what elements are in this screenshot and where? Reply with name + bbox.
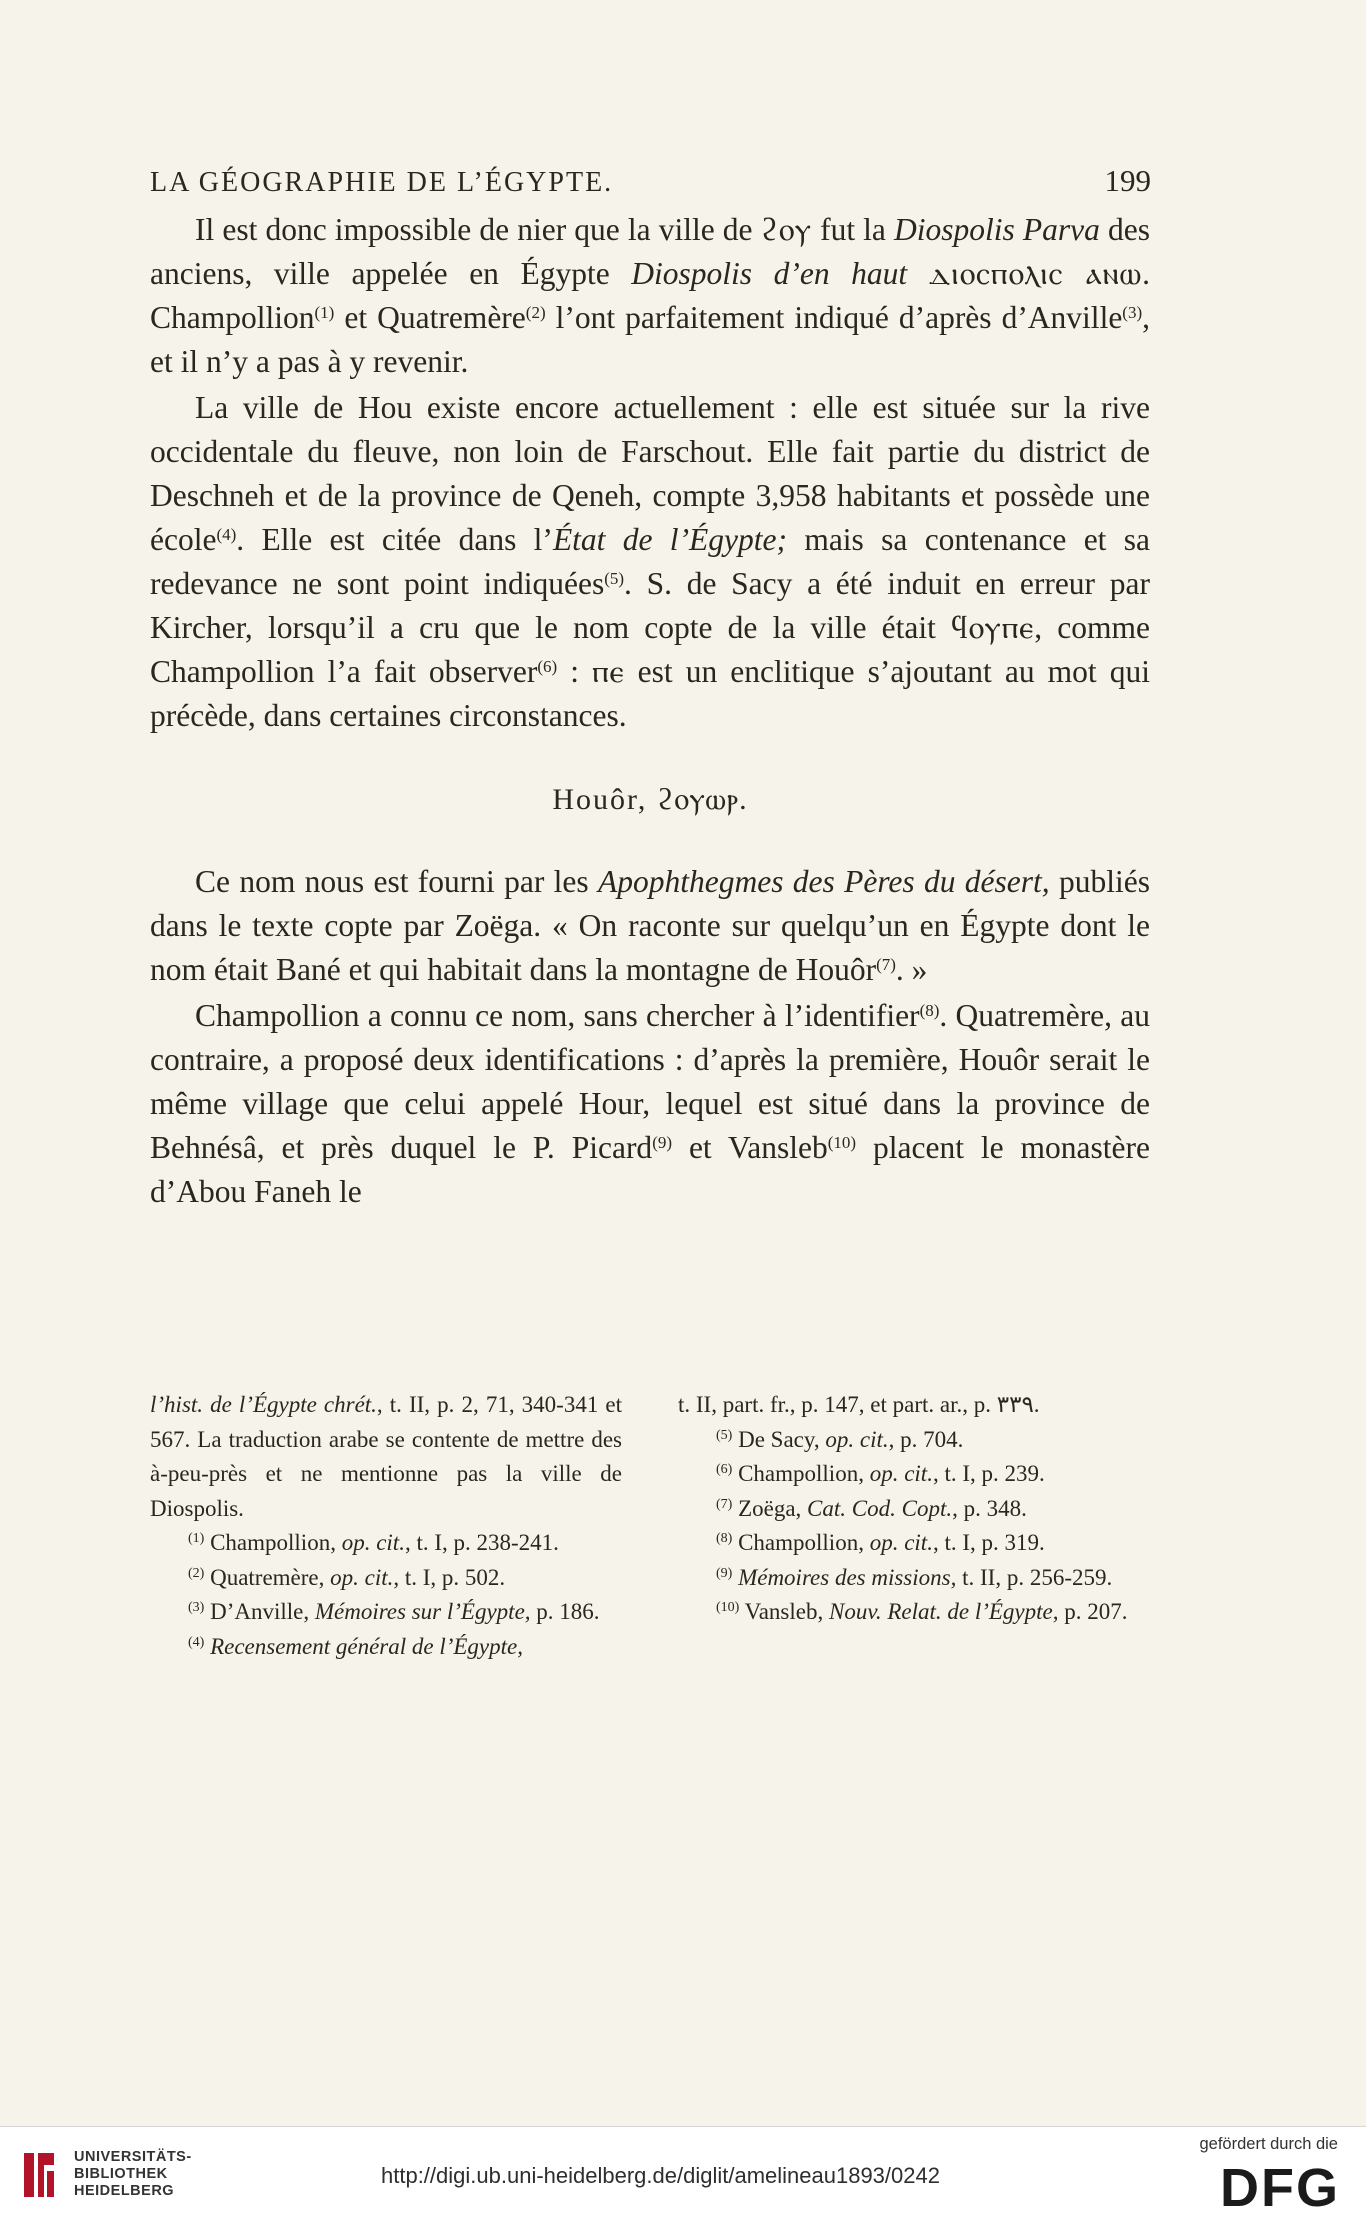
- main-text: [150, 208, 1150, 1214]
- text-run: p. 207.: [1058, 1599, 1128, 1624]
- italic-term: l’hist. de l’Égypte chrét.: [150, 1392, 377, 1417]
- section-title-text: Houôr,: [552, 783, 657, 816]
- text-run: Vansleb,: [739, 1599, 829, 1624]
- italic-term: Cat. Cod. Copt.: [807, 1495, 953, 1521]
- text-run: placent le monastère d’Abou Faneh le: [150, 1130, 1150, 1209]
- text-run: , t. I, p. 502.: [393, 1564, 506, 1590]
- italic-term: op. cit.: [330, 1564, 394, 1590]
- text-run: :: [557, 654, 593, 689]
- text-run: . Champollion: [150, 256, 1151, 335]
- text-run: , t. II, p. 2, 71, 340-341 et 567. La traduction arabe se contente de mettre des à-peu-près et ne mentionne pas la ville de Diospolis.: [150, 1392, 623, 1521]
- footnote-mark: (10): [716, 1600, 740, 1615]
- text-run: De Sacy,: [732, 1426, 826, 1452]
- italic-term: Nouv. Relat. de l’Égypte,: [828, 1599, 1059, 1624]
- footnote-10: [678, 1595, 1150, 1630]
- footnotes-left-column: [150, 1388, 622, 1664]
- footnote-2: [150, 1561, 622, 1596]
- university-name-line: HEIDELBERG: [74, 2183, 175, 2199]
- text-run: . Quatremère, au contraire, a proposé deux identifications : d’après la première, Houôr serait le même village que celui appelé Hour, lequel est situé dans la province de Behnésâ, et près duquel le P. Picard: [150, 998, 1151, 1165]
- paragraph-2: [150, 386, 1150, 738]
- text-run: p. 186.: [530, 1599, 600, 1624]
- dfg-logo[interactable]: DFG: [1220, 2158, 1340, 2218]
- text-run: et Quatremère: [334, 300, 526, 335]
- text-run: l’ont parfaitement indiqué d’après d’Anville: [545, 300, 1123, 335]
- page-number: 199: [1104, 163, 1151, 198]
- text-run: , et il n’y a pas à y revenir.: [150, 300, 1150, 379]
- coptic-word: ⲡⲉ: [592, 654, 625, 689]
- footnote-ref[interactable]: (9): [652, 1133, 673, 1152]
- funded-by-label: gefördert durch die: [1199, 2135, 1338, 2153]
- italic-term: Apophthegmes des Pères du désert,: [597, 864, 1050, 899]
- footnote-mark: (5): [716, 1427, 733, 1443]
- running-title: LA GÉOGRAPHIE DE L’ÉGYPTE.: [150, 167, 614, 198]
- footnotes-right-column: [678, 1388, 1150, 1664]
- footnote-continued: [150, 1388, 622, 1526]
- footnote-ref[interactable]: (6): [537, 657, 558, 676]
- footnote-continued: t. II, part. fr., p. 147, et part. ar., p. ٣٣٩.: [678, 1392, 1040, 1417]
- italic-term: op. cit.: [869, 1530, 933, 1555]
- text-run: . »: [895, 952, 928, 987]
- footnote-mark: (3): [188, 1600, 205, 1615]
- italic-term: Mémoires des missions,: [738, 1564, 957, 1590]
- footnotes: [150, 1388, 1150, 1664]
- italic-term: op. cit.: [341, 1530, 405, 1555]
- footnote-ref[interactable]: (3): [1122, 303, 1143, 322]
- viewer-footer: [0, 2126, 1366, 2221]
- italic-term: op. cit.: [869, 1461, 933, 1486]
- italic-term: Diospolis Parva: [894, 212, 1100, 247]
- footnote-mark: (8): [716, 1531, 733, 1546]
- footnote-ref[interactable]: (5): [604, 569, 625, 588]
- text-run: Champollion a connu ce nom, sans chercher à l’identifier: [195, 998, 920, 1033]
- paragraph-1: [150, 208, 1150, 384]
- text-run: D’Anville,: [204, 1599, 315, 1624]
- paragraph-4: [150, 994, 1150, 1214]
- text-run: . Elle est citée dans l’: [236, 522, 553, 557]
- text-run: Quatremère,: [204, 1564, 331, 1590]
- footnote-mark: (6): [716, 1462, 733, 1477]
- coptic-word: ϩⲟⲩ: [760, 212, 812, 247]
- text-run: , t. I, p. 238-241.: [404, 1530, 559, 1555]
- footnote-1: [150, 1526, 622, 1561]
- university-name: [74, 2149, 192, 2200]
- footnote-ref[interactable]: (10): [827, 1133, 857, 1152]
- section-heading: [150, 778, 1150, 822]
- text-run: , p. 704.: [888, 1426, 964, 1452]
- italic-term: État de l’Égypte;: [552, 522, 787, 557]
- italic-term: Mémoires sur l’Égypte,: [314, 1599, 531, 1624]
- footnote-mark: (7): [716, 1496, 733, 1512]
- italic-term: Diospolis d’en haut: [631, 256, 908, 291]
- footnote-ref[interactable]: (8): [919, 1001, 940, 1020]
- italic-term: op. cit.: [825, 1426, 889, 1452]
- university-logo-icon[interactable]: [18, 2147, 60, 2203]
- footnote-9: [678, 1561, 1150, 1596]
- text-run: Champollion,: [204, 1530, 342, 1555]
- footnote-mark: (2): [188, 1565, 205, 1581]
- italic-term: Recensement général de l’Égypte,: [210, 1633, 523, 1659]
- university-name-line: UNIVERSITÄTS-: [74, 2149, 192, 2165]
- text-run: t. II, p. 256-259.: [956, 1564, 1113, 1590]
- text-run: , p. 348.: [952, 1495, 1027, 1521]
- text-run: et Vansleb: [672, 1130, 828, 1165]
- text-run: Ce nom nous est fourni par les: [195, 864, 598, 899]
- running-header: [150, 163, 1151, 199]
- text-run: , t. I, p. 319.: [932, 1530, 1045, 1555]
- text-run: des anciens, ville appelée en Égypte: [150, 212, 1150, 291]
- footnote-ref[interactable]: (7): [876, 955, 896, 974]
- coptic-word: ⲇⲓⲟⲥⲡⲟⲗⲓⲥ ⲁⲛⲱ: [928, 256, 1143, 291]
- text-run: , t. I, p. 239.: [932, 1461, 1045, 1486]
- footnote-ref[interactable]: (2): [525, 303, 546, 322]
- footnote-7: [678, 1492, 1150, 1527]
- footnote-4: [150, 1630, 622, 1665]
- coptic-word: ϥⲟⲩⲡⲉ: [951, 610, 1035, 645]
- permalink-url[interactable]: http://digi.ub.uni-heidelberg.de/diglit/amelineau1893/0242: [381, 2163, 940, 2188]
- text-run: Zoëga,: [732, 1495, 808, 1521]
- paragraph-3: [150, 860, 1150, 992]
- footnote-8: [678, 1526, 1150, 1561]
- text-run: Champollion,: [732, 1530, 870, 1555]
- footnote-ref[interactable]: (4): [216, 525, 237, 544]
- text-run: La ville de Hou existe encore actuellement : elle est située sur la rive occidentale du fleuve, non loin de Farschout. Elle fait partie du district de Deschneh et de la province de Qeneh, compte 3,958 habitants et possède une école: [150, 390, 1150, 557]
- text-run: mais sa contenance et sa redevance ne sont point indiquées: [150, 522, 1150, 601]
- footnote-mark: (4): [188, 1634, 205, 1650]
- footnote-mark: (9): [716, 1565, 733, 1581]
- text-run: Il est donc impossible de nier que la ville de: [195, 212, 761, 247]
- text-run: est un enclitique s’ajoutant au mot qui précède, dans certaines circonstances.: [150, 654, 1150, 733]
- text-run: publiés dans le texte copte par Zoëga. « On raconte sur quelqu’un en Égypte dont le nom était Bané et qui habitait dans la montagne de Houôr: [150, 864, 1150, 987]
- university-name-line: BIBLIOTHEK: [74, 2166, 168, 2182]
- text-run: [907, 256, 929, 291]
- footnote-ref[interactable]: (1): [314, 303, 335, 322]
- text-run: . S. de Sacy a été induit en erreur par Kircher, lorsqu’il a cru que le nom copte de la ville était: [150, 566, 1150, 645]
- footnote-6: [678, 1457, 1150, 1492]
- coptic-word: ϩⲟⲩⲱⲣ.: [656, 783, 748, 816]
- footnote-3: [150, 1595, 622, 1630]
- text-run: fut la: [811, 212, 895, 247]
- footnote-mark: (1): [188, 1531, 205, 1546]
- text-run: Champollion,: [732, 1461, 870, 1486]
- text-run: , comme Champollion l’a fait observer: [150, 610, 1150, 689]
- footnote-5: [678, 1423, 1150, 1458]
